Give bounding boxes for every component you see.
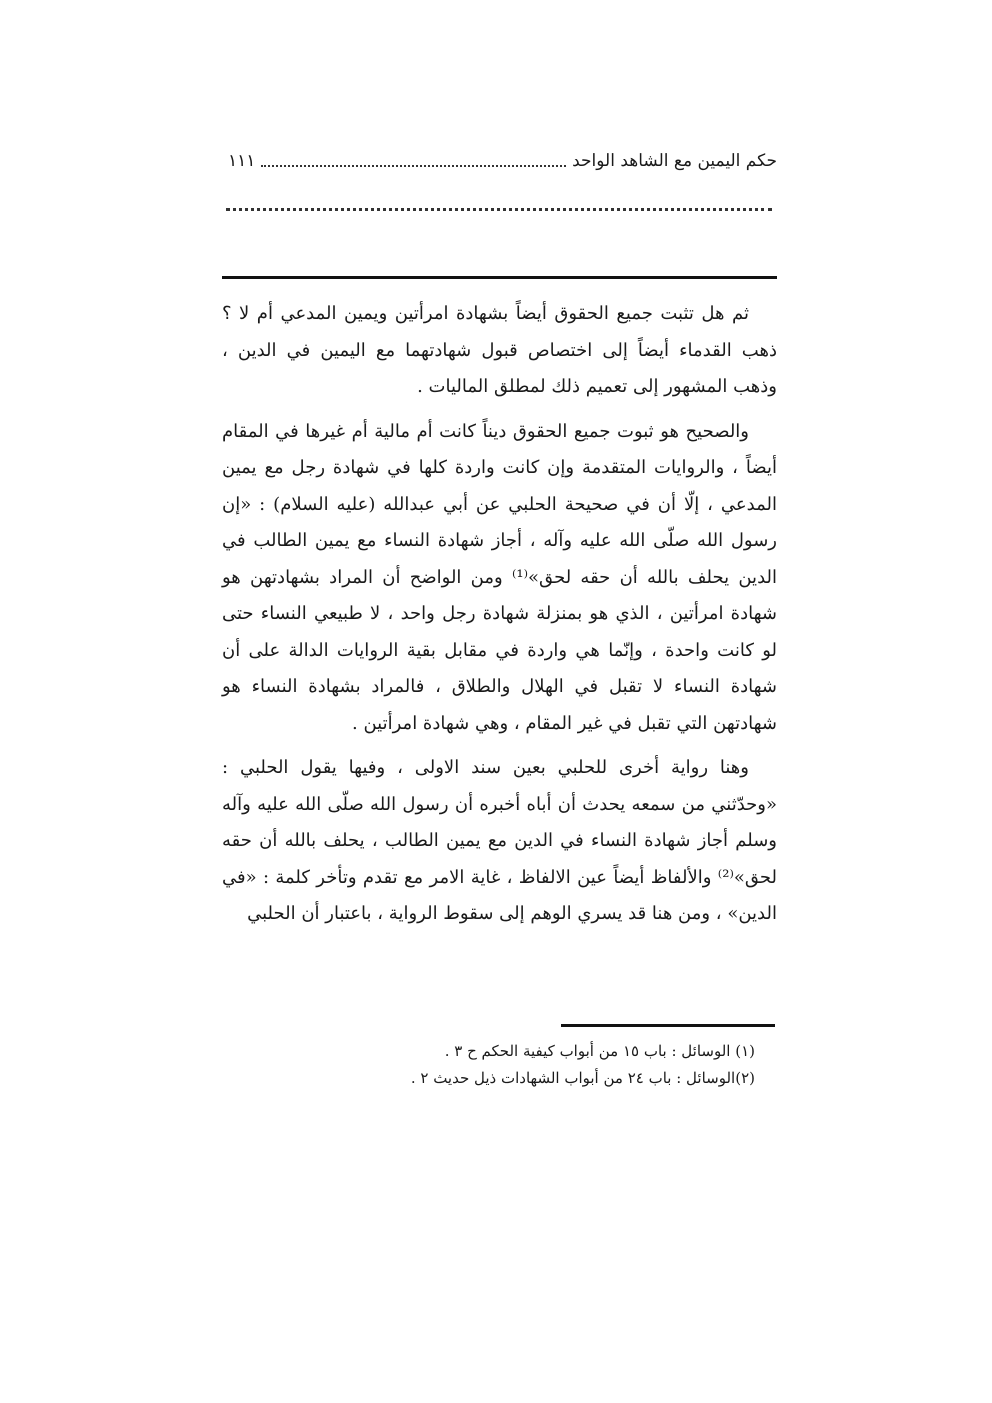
footnotes: [222, 1038, 777, 1092]
running-header: [222, 146, 777, 176]
header-rule: [222, 276, 777, 279]
body-text: [222, 296, 777, 941]
paragraph-2: والصحيح هو ثبوت جميع الحقوق ديناً كانت أم مالية أم غيرها في المقام أيضاً ، والروايات المتقدمة وإن كانت واردة كلها في شهادة رجل مع يمين المدعي ، إلّا أن في صحيحة الحلبي عن أبي عبدالله (عليه السلام) : «إن رسول الله صلّى الله عليه وآله ، أجاز شهادة النساء مع يمين الطالب في الدين يحلف بالله أن حقه لحق»⁽¹⁾ ومن الواضح أن المراد بشهادتهن هو شهادة امرأتين ، الذي هو بمنزلة شهادة رجل واحد ، لا طبيعي النساء حتى لو كانت واحدة ، وإنّما هي واردة في مقابل بقية الروايات الدالة على أن شهادة النساء لا تقبل في الهلال والطلاق ، فالمراد بشهادة النساء هو شهادتهن التي تقبل في غير المقام ، وهي شهادة امرأتين .: [222, 420, 778, 734]
dotted-divider: [226, 208, 772, 211]
footnote-2: (٢)الوسائل : باب ٢٤ من أبواب الشهادات ذيل حديث ٢ .: [410, 1069, 755, 1087]
footnote-rule: [561, 1024, 775, 1027]
dot-leader: [261, 165, 566, 167]
paragraph-3: وهنا رواية أخرى للحلبي بعين سند الاولى ، وفيها يقول الحلبي : «وحدّثني من سمعه يحدث أن أباه أخبره أن رسول الله صلّى الله عليه وآله وسلم أجاز شهادة النساء في الدين مع يمين الطالب ، يحلف بالله أن حقه لحق»⁽²⁾ والألفاظ أيضاً عين الالفاظ ، غاية الامر مع تقدم وتأخر كلمة : «في الدين» ، ومن هنا قد يسري الوهم إلى سقوط الرواية ، باعتبار أن الحلبي: [222, 757, 777, 924]
header-title: حكم اليمين مع الشاهد الواحد: [572, 151, 777, 171]
footnote-1: (١) الوسائل : باب ١٥ من أبواب كيفية الحكم ح ٣ .: [444, 1042, 755, 1060]
paragraph-1: ثم هل تثبت جميع الحقوق أيضاً بشهادة امرأتين ويمين المدعي أم لا ؟ ذهب القدماء أيضاً إلى اختصاص قبول شهادتهما مع اليمين في الدين ، وذهب المشهور إلى تعميم ذلك لمطلق الماليات .: [222, 303, 777, 397]
page-number: ١١١: [228, 151, 256, 171]
